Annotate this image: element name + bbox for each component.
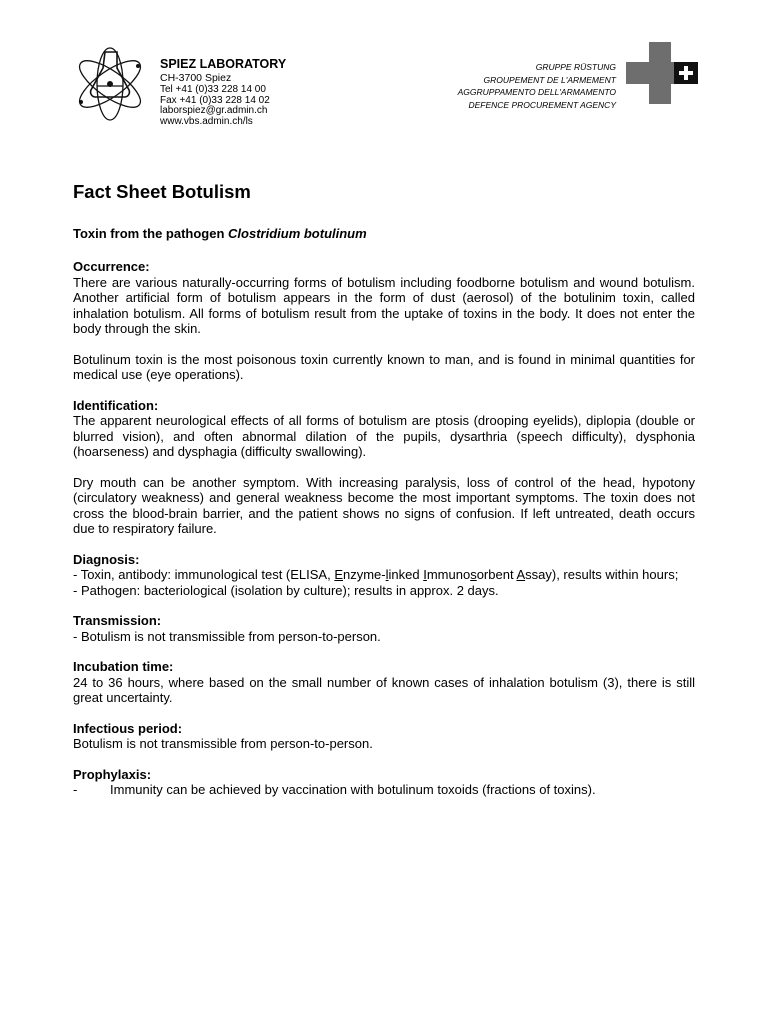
lab-fax: Fax +41 (0)33 228 14 02 <box>160 94 270 106</box>
paragraph: Botulinum toxin is the most poisonous toxin currently known to man, and is found in minimal quantities for medical use (eye operations). <box>73 351 695 382</box>
lab-address: CH-3700 Spiez <box>160 72 232 84</box>
letterhead <box>0 0 768 150</box>
agency-names <box>458 61 616 112</box>
lab-phone: Tel +41 (0)33 228 14 00 <box>160 84 266 95</box>
section-infectious-period <box>73 721 695 752</box>
section-heading: Occurrence: <box>73 259 150 274</box>
section-incubation <box>73 659 695 706</box>
paragraph: Botulism is not transmissible from person-to-person. <box>73 736 373 751</box>
atom-flask-icon <box>72 44 152 122</box>
list-item: - Toxin, antibody: immunological test (ELISA, Enzyme-linked Immunosorbent Assay), results within hours; <box>73 567 679 582</box>
agency-line: AGGRUPPAMENTO DELL'ARMAMENTO <box>457 87 616 98</box>
section-heading: Diagnosis: <box>73 551 140 567</box>
paragraph: There are various naturally-occurring forms of botulism including foodborne botulism and wound botulism. Another artificial form of botulism appears in the form of dust (aerosol) of the botulinim toxin, called inhalation botulism. All forms of botulism result from the uptake of toxins in the body. It does not enter the body through the skin. <box>73 274 695 336</box>
section-heading: Incubation time: <box>73 659 174 674</box>
agency-line: GROUPEMENT DE L'ARMEMENT <box>483 74 616 85</box>
lab-name: SPIEZ LABORATORY <box>160 57 287 71</box>
lab-info <box>160 57 286 127</box>
list-item: - Pathogen: bacteriological (isolation by culture); results in approx. 2 days. <box>73 582 499 598</box>
section-heading: Prophylaxis: <box>73 766 152 782</box>
agency-line: DEFENCE PROCUREMENT AGENCY <box>468 100 616 111</box>
section-occurrence <box>73 259 695 383</box>
section-transmission <box>73 613 695 644</box>
lab-website[interactable]: www.vbs.admin.ch/ls <box>160 115 253 127</box>
paragraph: 24 to 36 hours, where based on the small number of known cases of inhalation botulism (3), there is still great uncertainty. <box>73 674 695 705</box>
paragraph: Dry mouth can be another symptom. With increasing paralysis, loss of control of the head, hypotony (circulatory weakness) and general weakness become the most important symptoms. The toxin does not cross the blood-brain barrier, and the patient shows no signs of confusion. If left untreated, death occurs due to respiratory failure. <box>73 474 695 536</box>
section-heading: Identification: <box>73 397 159 413</box>
section-heading: Infectious period: <box>73 720 183 736</box>
section-diagnosis <box>73 552 695 599</box>
section-identification <box>73 398 695 537</box>
section-prophylaxis <box>73 767 695 798</box>
fact-sheet-body <box>73 180 695 813</box>
agency-line: GRUPPE RÜSTUNG <box>535 62 616 72</box>
lab-email[interactable]: laborspiez@gr.admin.ch <box>160 105 268 116</box>
list-item: - Botulism is not transmissible from person-to-person. <box>73 628 381 644</box>
pathogen-name: Clostridium botulinum <box>228 226 367 241</box>
section-heading: Transmission: <box>73 613 162 628</box>
swiss-cross-icon <box>626 42 698 104</box>
paragraph: The apparent neurological effects of all forms of botulism are ptosis (drooping eyelids), diplopia (double or blurred vision), and often abnormal dilation of the pupils, dysarthria (speech difficulty), dysphonia (hoarseness) and dysphagia (difficulty swallowing). <box>73 413 695 459</box>
document-subtitle: Toxin from the pathogen Clostridium botulinum <box>73 226 367 241</box>
list-item: - Immunity can be achieved by vaccination with botulinum toxoids (fractions of toxins). <box>73 782 596 797</box>
document-title: Fact Sheet Botulism <box>73 181 251 202</box>
